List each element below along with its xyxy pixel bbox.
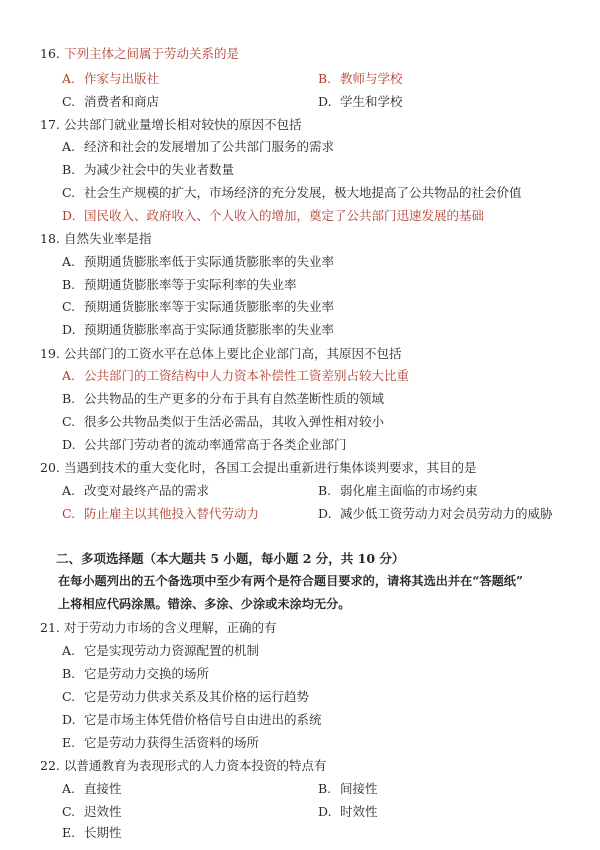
option-letter: C. xyxy=(62,689,76,704)
question-number: 20. xyxy=(40,460,60,475)
option-22d xyxy=(318,802,378,820)
question-22 xyxy=(40,756,327,774)
question-number: 19. xyxy=(40,346,60,361)
section-title: 二、多项选择题（本大题共 5 小题，每小题 2 分，共 10 分） xyxy=(56,551,405,566)
option-letter: A. xyxy=(62,781,76,796)
option-16d xyxy=(318,92,403,110)
option-17b xyxy=(62,160,234,178)
option-letter: D. xyxy=(318,506,332,521)
option-22c xyxy=(62,802,122,820)
option-text: 直接性 xyxy=(84,781,122,796)
option-letter: D. xyxy=(62,437,76,452)
option-text: 公共物品的生产更多的分布于具有自然垄断性质的领域 xyxy=(84,391,385,406)
option-text: 教师与学校 xyxy=(340,71,403,86)
question-21 xyxy=(40,618,277,636)
option-letter: C. xyxy=(62,94,76,109)
option-18c xyxy=(62,297,334,315)
option-20d xyxy=(318,504,553,522)
option-20c xyxy=(62,504,259,522)
option-text: 时效性 xyxy=(340,804,378,819)
option-text: 公共部门的工资结构中人力资本补偿性工资差别占较大比重 xyxy=(84,368,410,383)
option-letter: C. xyxy=(62,299,76,314)
option-letter: B. xyxy=(62,277,76,292)
question-stem: 以普通教育为表现形式的人力资本投资的特点有 xyxy=(64,758,327,773)
option-letter: D. xyxy=(318,94,332,109)
option-text: 预期通货膨胀率等于实际通货膨胀率的失业率 xyxy=(84,299,335,314)
option-18d xyxy=(62,320,334,338)
question-16 xyxy=(40,44,239,62)
option-letter: A. xyxy=(62,368,76,383)
option-letter: C. xyxy=(62,414,76,429)
option-text: 经济和社会的发展增加了公共部门服务的需求 xyxy=(84,139,335,154)
option-letter: B. xyxy=(318,483,332,498)
option-19b xyxy=(62,389,384,407)
option-text: 消费者和商店 xyxy=(84,94,160,109)
option-text: 社会生产规模的扩大，市场经济的充分发展，极大地提高了公共物品的社会价值 xyxy=(84,185,522,200)
option-letter: C. xyxy=(62,185,76,200)
option-letter: E. xyxy=(62,825,76,840)
option-text: 学生和学校 xyxy=(340,94,403,109)
option-17a xyxy=(62,137,334,155)
option-text: 它是劳动力供求关系及其价格的运行趋势 xyxy=(84,689,310,704)
section-instructions-line2: 上将相应代码涂黑。错涂、多涂、少涂或未涂均无分。 xyxy=(58,597,351,611)
option-21c xyxy=(62,687,309,705)
option-text: 预期通货膨胀率低于实际通货膨胀率的失业率 xyxy=(84,254,335,269)
option-letter: A. xyxy=(62,139,76,154)
option-21e xyxy=(62,733,259,751)
option-text: 预期通货膨胀率高于实际通货膨胀率的失业率 xyxy=(84,322,335,337)
question-number: 22. xyxy=(40,758,60,773)
option-18a xyxy=(62,252,334,270)
option-text: 国民收入、政府收入、个人收入的增加，奠定了公共部门迅速发展的基础 xyxy=(84,208,485,223)
option-text: 减少低工资劳动力对会员劳动力的威胁 xyxy=(340,506,553,521)
question-17 xyxy=(40,115,302,133)
option-letter: B. xyxy=(62,666,76,681)
question-19 xyxy=(40,344,402,362)
option-letter: E. xyxy=(62,735,76,750)
question-stem: 下列主体之间属于劳动关系的是 xyxy=(64,46,240,61)
option-text: 很多公共物品类似于生活必需品，其收入弹性相对较小 xyxy=(84,414,385,429)
option-19c xyxy=(62,412,384,430)
option-18b xyxy=(62,275,297,293)
option-letter: B. xyxy=(318,781,332,796)
option-21d xyxy=(62,710,322,728)
option-16c xyxy=(62,92,159,110)
option-text: 迟效性 xyxy=(84,804,122,819)
question-stem: 公共部门的工资水平在总体上要比企业部门高，其原因不包括 xyxy=(64,346,402,361)
option-16b xyxy=(318,69,403,87)
option-letter: C. xyxy=(62,804,76,819)
question-20 xyxy=(40,458,477,476)
question-number: 21. xyxy=(40,620,60,635)
question-18 xyxy=(40,229,152,247)
option-letter: A. xyxy=(62,254,76,269)
option-letter: D. xyxy=(62,712,76,727)
option-text: 它是劳动力获得生活资料的场所 xyxy=(84,735,260,750)
option-text: 弱化雇主面临的市场约束 xyxy=(340,483,478,498)
question-stem: 当遇到技术的重大变化时，各国工会提出重新进行集体谈判要求，其目的是 xyxy=(64,460,477,475)
option-text: 预期通货膨胀率等于实际利率的失业率 xyxy=(84,277,297,292)
option-text: 作家与出版社 xyxy=(84,71,160,86)
question-stem: 对于劳动力市场的含义理解，正确的有 xyxy=(64,620,277,635)
option-20b xyxy=(318,481,478,499)
option-21b xyxy=(62,664,209,682)
option-letter: D. xyxy=(318,804,332,819)
question-stem: 自然失业率是指 xyxy=(64,231,152,246)
option-17c xyxy=(62,183,522,201)
option-letter: A. xyxy=(62,643,76,658)
option-22e xyxy=(62,823,122,841)
option-text: 改变对最终产品的需求 xyxy=(84,483,210,498)
option-letter: B. xyxy=(62,391,76,406)
option-20a xyxy=(62,481,209,499)
option-22a xyxy=(62,779,122,797)
option-text: 它是实现劳动力资源配置的机制 xyxy=(84,643,260,658)
option-letter: D. xyxy=(62,208,76,223)
question-number: 16. xyxy=(40,46,60,61)
option-19a xyxy=(62,366,409,384)
option-text: 防止雇主以其他投入替代劳动力 xyxy=(84,506,260,521)
option-letter: C. xyxy=(62,506,76,521)
option-17d xyxy=(62,206,484,224)
question-stem: 公共部门就业量增长相对较快的原因不包括 xyxy=(64,117,302,132)
option-letter: B. xyxy=(318,71,332,86)
option-text: 它是劳动力交换的场所 xyxy=(84,666,210,681)
question-number: 18. xyxy=(40,231,60,246)
option-text: 公共部门劳动者的流动率通常高于各类企业部门 xyxy=(84,437,347,452)
question-number: 17. xyxy=(40,117,60,132)
section-instructions-line1: 在每小题列出的五个备选项中至少有两个是符合题目要求的，请将其选出并在“答题纸” xyxy=(58,574,523,588)
option-text: 它是市场主体凭借价格信号自由进出的系统 xyxy=(84,712,322,727)
option-letter: B. xyxy=(62,162,76,177)
option-text: 长期性 xyxy=(84,825,122,840)
option-letter: A. xyxy=(62,483,76,498)
option-21a xyxy=(62,641,259,659)
option-text: 间接性 xyxy=(340,781,378,796)
option-letter: D. xyxy=(62,322,76,337)
option-16a xyxy=(62,69,159,87)
option-letter: A. xyxy=(62,71,76,86)
option-22b xyxy=(318,779,378,797)
option-text: 为减少社会中的失业者数量 xyxy=(84,162,235,177)
option-19d xyxy=(62,435,347,453)
